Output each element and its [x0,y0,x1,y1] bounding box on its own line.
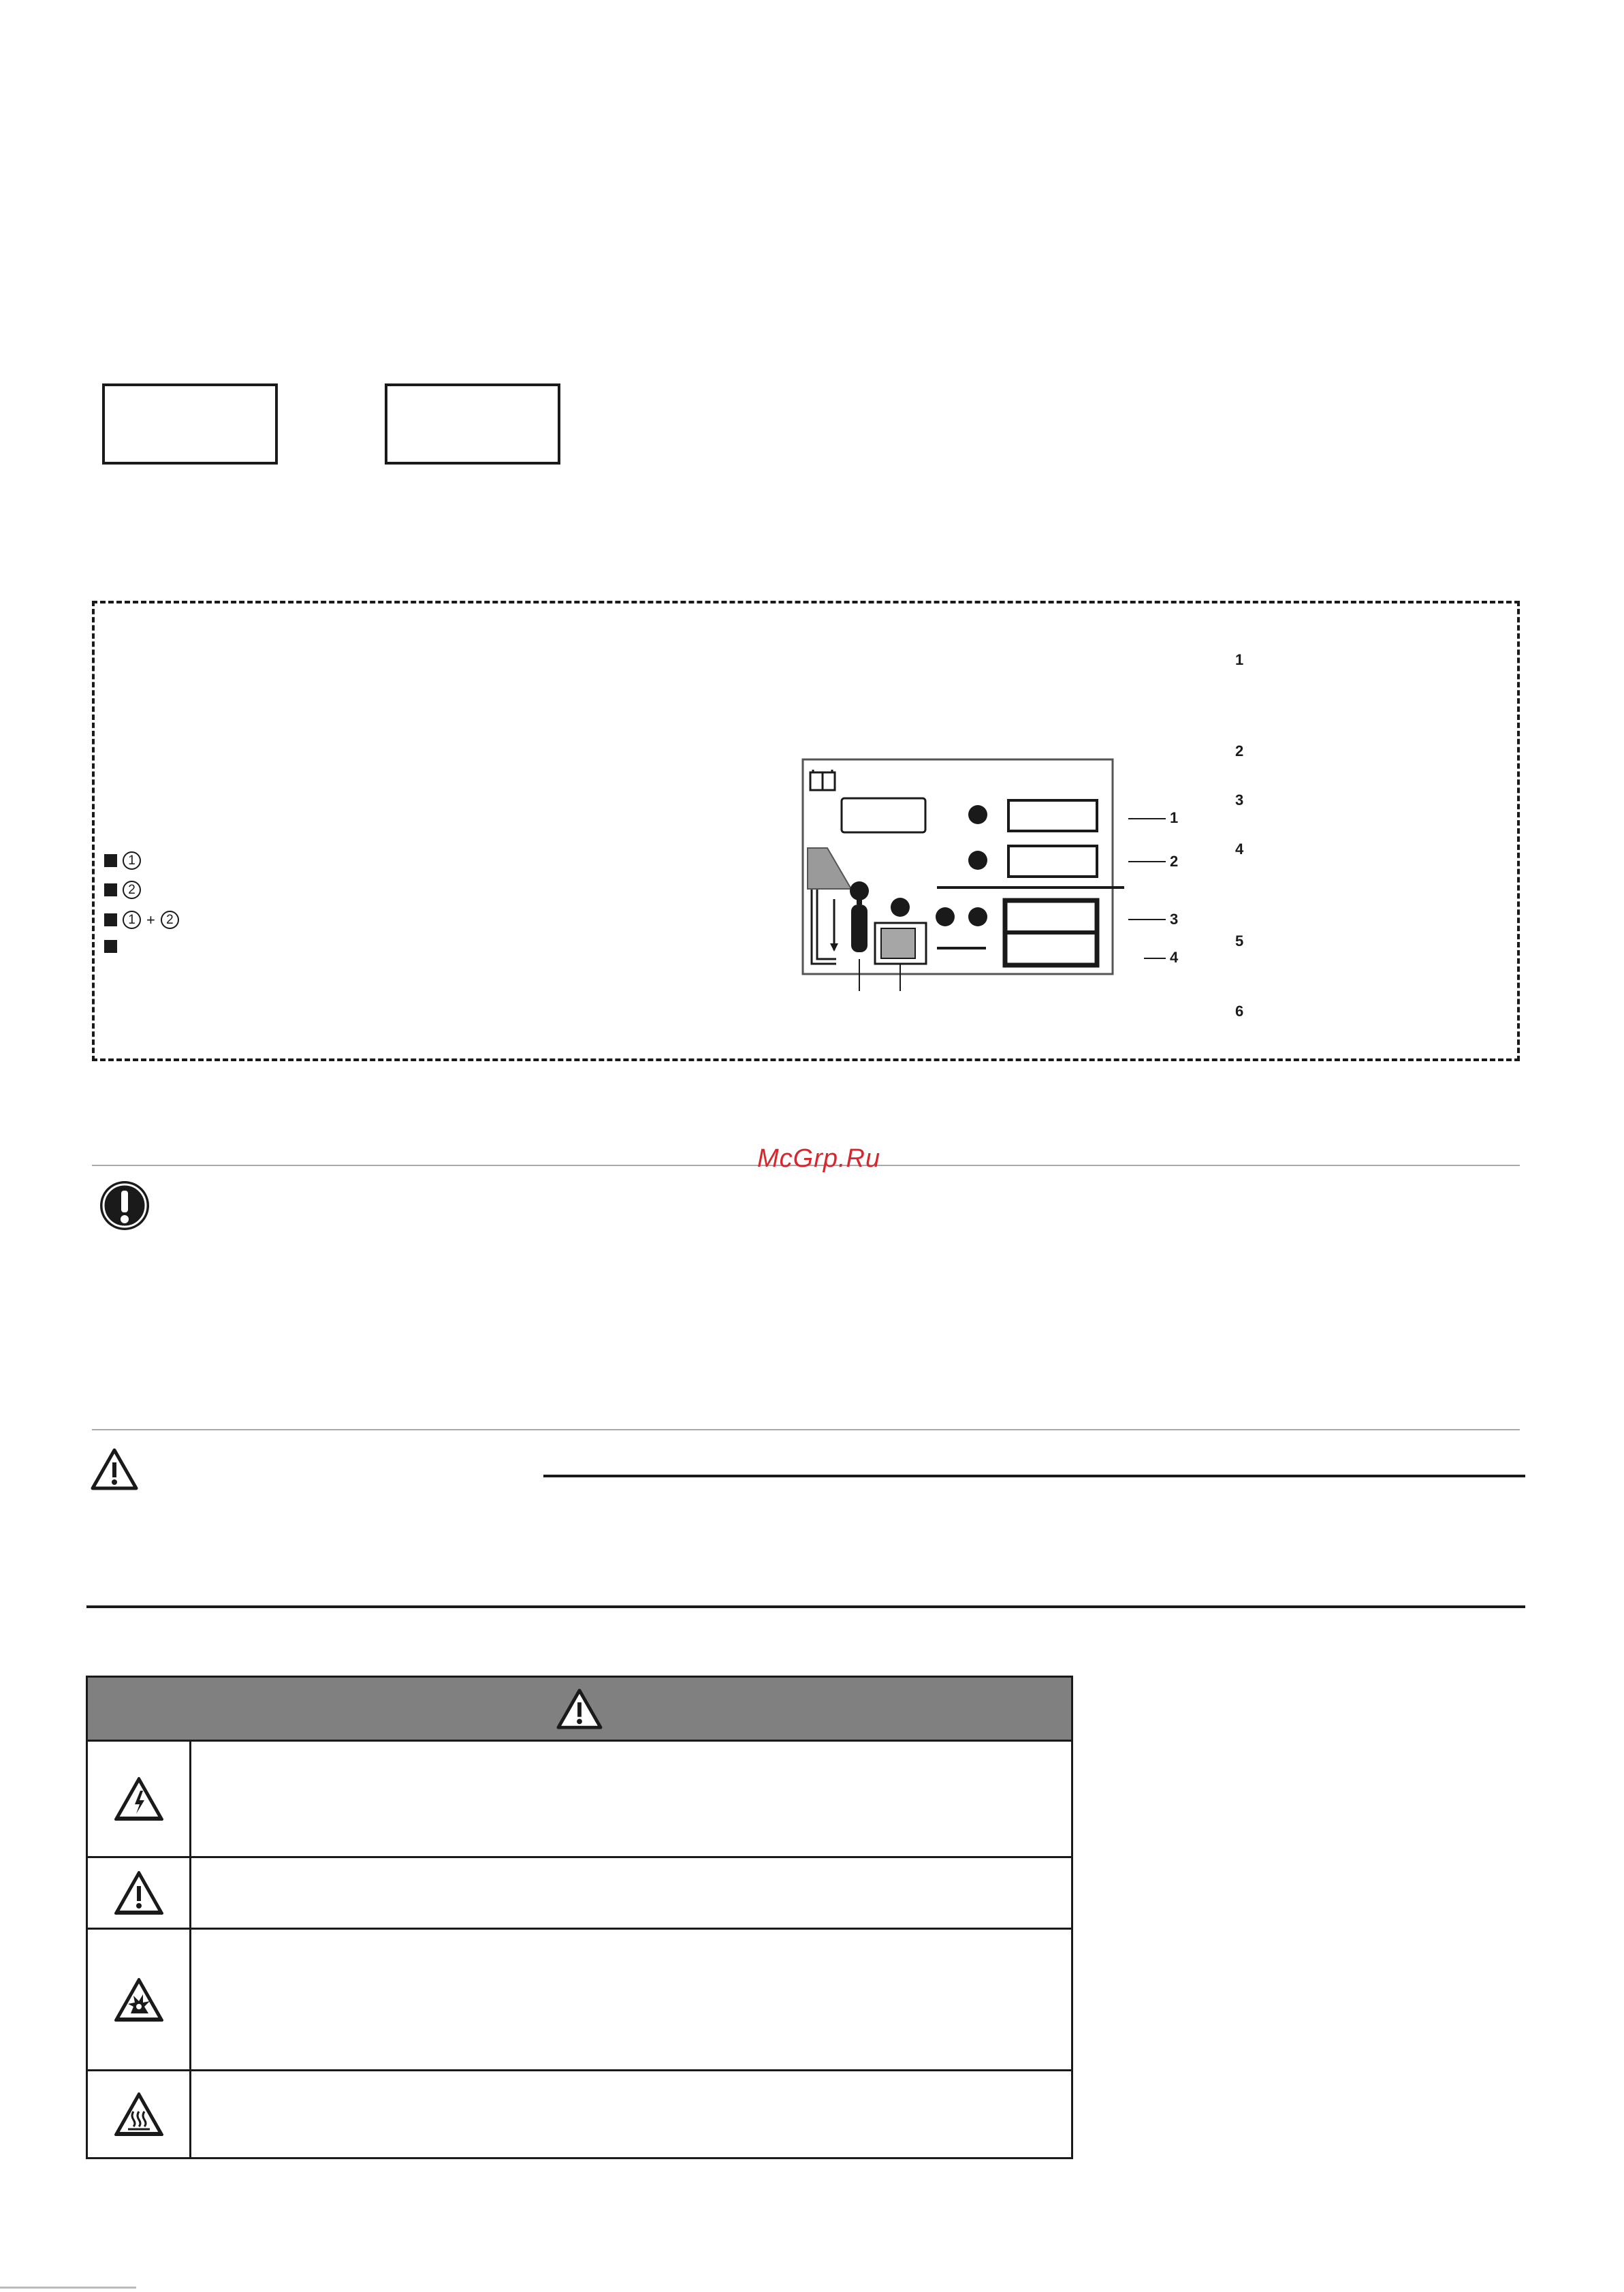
side-number: 6 [1235,1003,1244,1020]
watermark-text: McGrp.Ru [757,1144,881,1173]
hazard-icon-cell [88,1930,191,2069]
warning-triangle-icon [556,1688,603,1730]
warning-underline [543,1475,1525,1477]
section-end-rule [86,1605,1525,1608]
hazard-text-cell [191,1930,1071,2069]
arrow-down-icon [830,899,838,952]
legend-item-2 [104,881,141,899]
diagram-callout: 4 [1170,949,1179,966]
legend-square-icon [104,883,117,896]
hazard-row-electric [88,1742,1071,1858]
hazard-row-explosion [88,1930,1071,2071]
circled-number: 2 [161,911,179,929]
manual-book-icon [810,770,835,790]
hazard-table-header [88,1678,1071,1742]
value-box-2 [1008,846,1097,877]
side-number: 2 [1235,742,1244,759]
value-box-1 [1008,800,1097,831]
circled-number: 1 [123,851,141,870]
diagram-callout: 1 [1170,809,1179,826]
hazard-row-general [88,1858,1071,1930]
diagram-callout: 2 [1170,853,1179,870]
indicator-dot [850,881,869,900]
empty-box-left [102,383,278,465]
side-number: 3 [1235,791,1244,809]
empty-box-right [385,383,560,465]
hazard-icon-cell [88,2071,191,2157]
electric-shock-icon [113,1776,165,1822]
hot-surface-icon [113,2091,165,2137]
control-panel-diagram [797,756,1205,1001]
side-number: 5 [1235,932,1244,949]
general-warning-icon [113,1870,165,1916]
circled-number: 1 [123,911,141,929]
legend-item-4 [104,940,117,953]
legend-item-1 [104,851,141,870]
gas-cylinder-icon [851,899,867,952]
gray-wedge [808,848,851,889]
indicator-dot [936,907,955,926]
divider-middle [92,1429,1520,1430]
pipe-lines [812,890,836,964]
indicator-dot [968,907,987,926]
diagram-frame [803,759,1113,974]
indicator-dot [891,898,910,917]
bottom-edge-mark [0,2287,136,2289]
hazard-icon-cell [88,1858,191,1928]
hazard-text-cell [191,1858,1071,1928]
legend-square-icon [104,913,117,926]
legend-item-3 [104,911,179,929]
legend-square-icon [104,940,117,953]
hazard-icon-cell [88,1742,191,1856]
circled-number: 2 [123,881,141,899]
legend-square-icon [104,854,117,867]
hazard-text-cell [191,1742,1071,1856]
exclamation-circle-icon [97,1178,152,1233]
hazard-text-cell [191,2071,1071,2157]
explosion-icon [113,1977,165,2023]
side-number: 4 [1235,841,1244,858]
display-box [842,798,925,832]
warning-triangle-icon [90,1447,139,1491]
hazard-table [86,1676,1073,2159]
diagram-callout: 3 [1170,911,1179,928]
indicator-dot [968,851,987,870]
side-number: 1 [1235,651,1244,668]
hazard-row-hot-surface [88,2071,1071,2157]
legend-joiner: + [146,911,155,928]
gray-square [881,928,915,958]
indicator-dot [968,805,987,824]
